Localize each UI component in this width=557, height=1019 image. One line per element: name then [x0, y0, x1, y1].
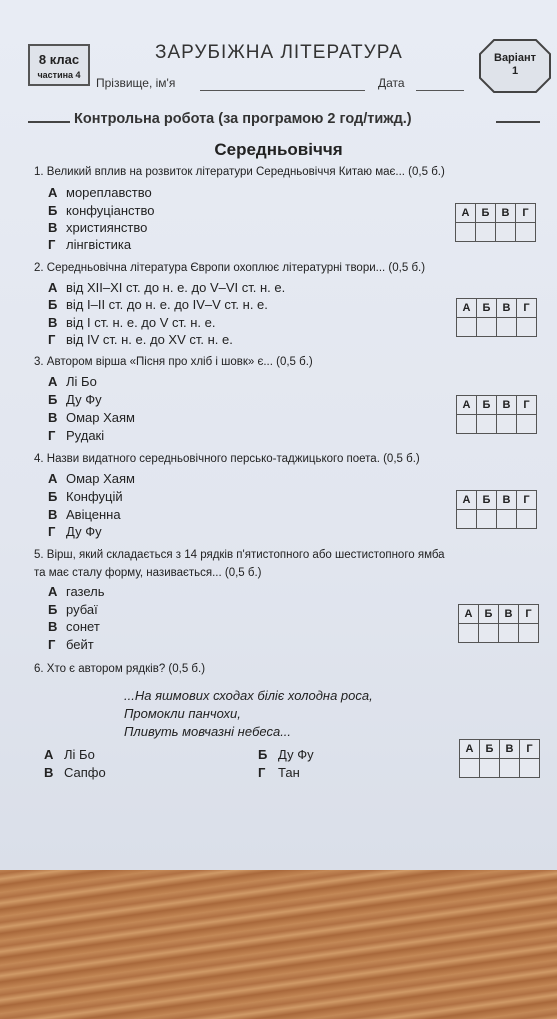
exam-title: Контрольна робота (за програмою 2 год/тижд.) [74, 111, 412, 127]
question-5-line-1: 5. Вірш, який складається з 14 рядків п'ятистопного або шестистопного ямба [34, 549, 445, 561]
grid-letter: Б [477, 396, 497, 415]
grid-letter: А [457, 396, 477, 415]
answer-cell[interactable] [477, 415, 497, 434]
answer-grid-3 [456, 395, 537, 434]
answer-cell[interactable] [479, 624, 499, 643]
answer-cell[interactable] [477, 318, 497, 337]
option-text: християнство [66, 220, 148, 235]
grid-letter: Б [477, 299, 497, 318]
answer-cell[interactable] [459, 624, 479, 643]
answer-cell[interactable] [480, 759, 500, 778]
name-label: Прізвище, ім'я [96, 76, 176, 90]
answer-cell[interactable] [497, 318, 517, 337]
option-letter: А [48, 185, 58, 200]
option-text: Лі Бо [64, 747, 95, 762]
q6-option-a[interactable] [44, 747, 95, 762]
option-text: Лі Бо [66, 374, 97, 389]
question-2: 2. Середньовічна література Європи охоплює літературні твори... (0,5 б.) [34, 262, 426, 274]
option-letter: В [48, 619, 58, 634]
grid-letter: Б [480, 740, 500, 759]
answer-cell[interactable] [500, 759, 520, 778]
poem-line-3: Пливуть мовчазні небеса... [124, 724, 292, 739]
grid-letter: В [500, 740, 520, 759]
grid-letter: Г [517, 491, 537, 510]
grid-letter: А [457, 491, 477, 510]
grid-letter: Г [517, 396, 537, 415]
grid-letter: Б [477, 491, 497, 510]
option-text: від IV ст. н. е. до XV ст. н. е. [66, 332, 233, 347]
grid-letter: В [497, 299, 517, 318]
option-text: Сапфо [64, 765, 106, 780]
option-text: Ду Фу [66, 524, 102, 539]
grid-letter: В [497, 491, 517, 510]
option-text: конфуціанство [66, 203, 155, 218]
q6-option-b[interactable] [258, 747, 314, 762]
q5-option-c[interactable] [48, 619, 100, 634]
variant-label: Варіант [494, 52, 536, 64]
option-text: від XII–XI ст. до н. е. до V–VI ст. н. е. [66, 280, 286, 295]
answer-cell[interactable] [460, 759, 480, 778]
option-letter: Б [48, 489, 58, 504]
q5-option-b[interactable] [48, 602, 98, 617]
variant-text [488, 52, 542, 78]
grid-letter: Б [476, 204, 496, 223]
q3-option-c[interactable] [48, 410, 135, 425]
option-text: лінгвістика [66, 237, 132, 252]
answer-cell[interactable] [499, 624, 519, 643]
answer-grid-6 [459, 739, 540, 778]
section-title: Середньовіччя [214, 140, 343, 159]
grid-letter: Г [516, 204, 536, 223]
answer-grid-1 [455, 203, 536, 242]
q3-option-b[interactable] [48, 392, 102, 407]
q1-option-a[interactable] [48, 185, 152, 200]
answer-cell[interactable] [457, 415, 477, 434]
grid-letter: Г [520, 740, 540, 759]
q1-option-d[interactable] [48, 237, 131, 252]
answer-cell[interactable] [497, 510, 517, 529]
option-letter: Г [48, 524, 56, 539]
q5-option-d[interactable] [48, 637, 94, 652]
date-field-line [416, 90, 464, 91]
option-letter: В [44, 765, 54, 780]
option-letter: Б [48, 602, 58, 617]
option-text: газель [66, 584, 105, 599]
option-letter: Г [48, 428, 56, 443]
option-text: бейт [66, 637, 94, 652]
grade-box [28, 44, 90, 86]
q4-option-c[interactable] [48, 507, 121, 522]
option-letter: Б [48, 392, 58, 407]
answer-cell[interactable] [456, 223, 476, 242]
option-letter: В [48, 410, 58, 425]
part-label: частина 4 [37, 70, 81, 80]
answer-grid-4 [456, 490, 537, 529]
title-rule-right [496, 121, 540, 123]
name-field-line [200, 90, 365, 91]
option-letter: Б [48, 203, 58, 218]
grid-letter: А [457, 299, 477, 318]
question-5-line-2: та має сталу форму, називається... (0,5 б.) [34, 567, 262, 579]
q4-option-d[interactable] [48, 524, 102, 539]
option-text: Ду Фу [66, 392, 102, 407]
q2-option-a[interactable] [48, 280, 285, 295]
answer-cell[interactable] [516, 223, 536, 242]
option-text: Тан [278, 765, 300, 780]
answer-cell[interactable] [519, 624, 539, 643]
q3-option-d[interactable] [48, 428, 104, 443]
grid-letter: Г [517, 299, 537, 318]
wooden-table [0, 868, 557, 1019]
option-text: від I–II ст. до н. е. до IV–V ст. н. е. [66, 297, 268, 312]
date-label: Дата [378, 76, 405, 90]
grid-letter: В [496, 204, 516, 223]
answer-cell[interactable] [476, 223, 496, 242]
option-letter: Б [48, 297, 58, 312]
question-3: 3. Автором вірша «Пісня про хліб і шовк» є... (0,5 б.) [34, 356, 313, 368]
question-1: 1. Великий вплив на розвиток літератури Середньовіччя Китаю має... (0,5 б.) [34, 166, 445, 178]
option-letter: Г [48, 637, 56, 652]
option-text: Авіценна [66, 507, 121, 522]
option-text: Омар Хаям [66, 471, 135, 486]
poem-line-1: ...На яшмових сходах біліє холодна роса, [124, 688, 373, 703]
grid-letter: Г [519, 605, 539, 624]
option-letter: А [44, 747, 54, 762]
option-letter: А [48, 471, 58, 486]
variant-number: 1 [511, 65, 519, 77]
q2-option-d[interactable] [48, 332, 233, 347]
grid-letter: В [499, 605, 519, 624]
answer-cell[interactable] [457, 318, 477, 337]
q6-option-c[interactable] [44, 765, 106, 780]
answer-cell[interactable] [457, 510, 477, 529]
option-letter: В [48, 315, 58, 330]
option-text: Омар Хаям [66, 410, 135, 425]
q2-option-c[interactable] [48, 315, 216, 330]
q3-option-a[interactable] [48, 374, 97, 389]
answer-grid-2 [456, 298, 537, 337]
option-text: Рудакі [66, 428, 105, 443]
variant-badge [478, 38, 552, 94]
answer-cell[interactable] [517, 510, 537, 529]
option-letter: В [48, 507, 58, 522]
question-4: 4. Назви видатного середньовічного персько-таджицького поета. (0,5 б.) [34, 453, 420, 465]
q6-option-d[interactable] [258, 765, 300, 780]
option-letter: Б [258, 747, 268, 762]
question-6: 6. Хто є автором рядків? (0,5 б.) [34, 663, 206, 675]
q5-option-a[interactable] [48, 584, 105, 599]
grade-label: 8 клас [38, 52, 80, 67]
option-text: рубаї [66, 602, 98, 617]
q4-option-b[interactable] [48, 489, 123, 504]
answer-cell[interactable] [517, 318, 537, 337]
option-text: Ду Фу [278, 747, 314, 762]
option-letter: Г [258, 765, 266, 780]
q2-option-b[interactable] [48, 297, 268, 312]
answer-cell[interactable] [496, 223, 516, 242]
option-text: Конфуцій [66, 489, 123, 504]
q1-option-c[interactable] [48, 220, 147, 235]
answer-cell[interactable] [520, 759, 540, 778]
answer-cell[interactable] [517, 415, 537, 434]
grid-letter: А [460, 740, 480, 759]
option-letter: В [48, 220, 58, 235]
option-text: мореплавство [66, 185, 152, 200]
grid-letter: А [459, 605, 479, 624]
q4-option-a[interactable] [48, 471, 135, 486]
option-text: від I ст. н. е. до V ст. н. е. [66, 315, 216, 330]
option-letter: Г [48, 332, 56, 347]
answer-grid-5 [458, 604, 539, 643]
option-letter: А [48, 280, 58, 295]
option-text: сонет [66, 619, 100, 634]
grid-letter: В [497, 396, 517, 415]
option-letter: А [48, 584, 58, 599]
grid-letter: Б [479, 605, 499, 624]
answer-cell[interactable] [477, 510, 497, 529]
answer-cell[interactable] [497, 415, 517, 434]
q1-option-b[interactable] [48, 203, 154, 218]
option-letter: Г [48, 237, 56, 252]
poem-line-2: Промокли панчохи, [124, 706, 241, 721]
subject-title: ЗАРУБІЖНА ЛІТЕРАТУРА [155, 42, 403, 63]
grid-letter: А [456, 204, 476, 223]
title-rule-left [28, 121, 70, 123]
option-letter: А [48, 374, 58, 389]
